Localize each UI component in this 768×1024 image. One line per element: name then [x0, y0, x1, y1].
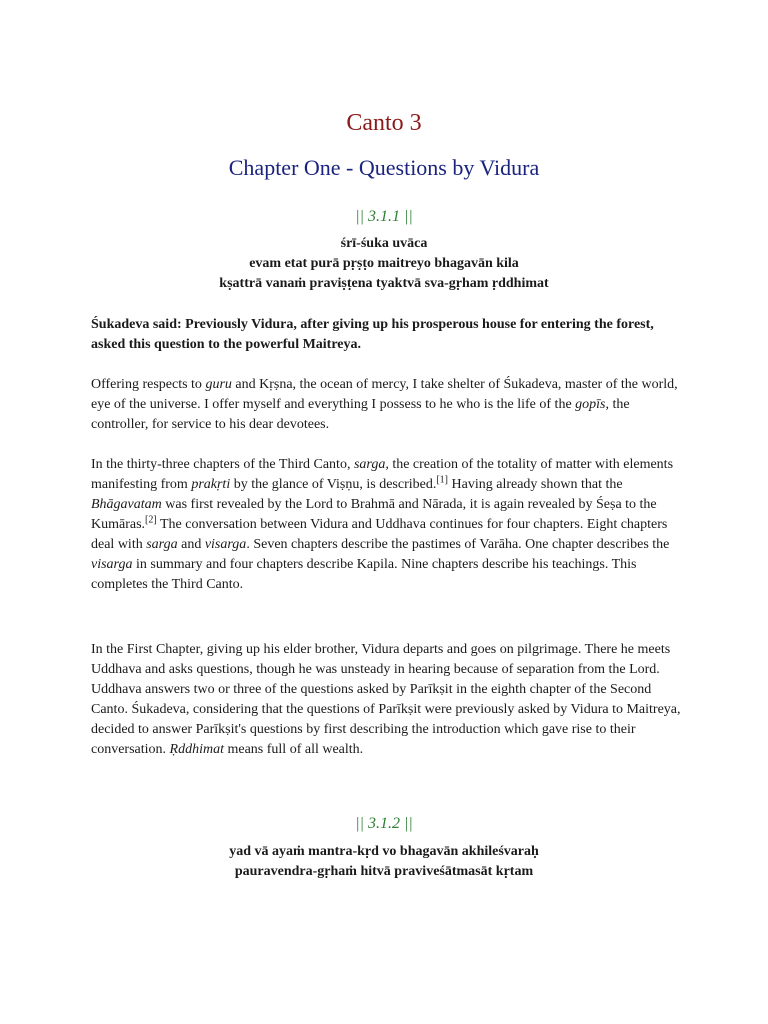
- verse-number: || 3.1.1 ||: [355, 208, 413, 225]
- commentary-paragraph: Offering respects to guru and Kṛṣna, the ocean of mercy, I take shelter of Śukadeva, master of the world, eye of the universe. I offer myself and everything I possess to he who is the life of the gopīs, the controller, for service to his dear devotees.: [91, 377, 678, 432]
- commentary-paragraph: In the First Chapter, giving up his elder brother, Vidura departs and goes on pilgrimage. There he meets Uddhava and asks questions, though he was unsteady in hearing because of separation from the Lord. Uddhava answers two or three of the questions asked by Parīkṣit in the eighth chapter of the Second Canto. Śukadeva, considering that the questions of Parīkṣit were previously asked by Vidura to Maitreya, decided to answer Parīkṣit's questions by first describing the introduction which gave rise to their conversation. Ṛddhimat means full of all wealth.: [91, 642, 681, 757]
- footnote-link[interactable]: [1]: [436, 474, 449, 486]
- chapter-title: Chapter One - Questions by Vidura: [228, 155, 540, 180]
- footnote-link[interactable]: [2]: [145, 514, 157, 526]
- verse-text: [0, 234, 768, 294]
- verse-line: pauravendra-gṛhaṁ hitvā praviveśātmasāt kṛtam: [234, 864, 534, 879]
- commentary-paragraph: In the thirty-three chapters of the Third Canto, sarga, the creation of the totality of matter with elements manifesting from prakṛti by the glance of Viṣṇu, is described.[1] Having already shown that the Bhāgavatam was first revealed by the Lord to Brahmā and Nārada, it is again revealed by Śeṣa to the Kumāras.[2] The conversation between Vidura and Uddhava continues for four chapters. Eight chapters deal with sarga and visarga. Seven chapters describe the pastimes of Varāha. One chapter describes the visarga in summary and four chapters describe Kapila. Nine chapters describe his teachings. This completes the Third Canto.: [91, 457, 674, 592]
- verse-translation: Śukadeva said: Previously Vidura, after giving up his prosperous house for entering the forest, asked this question to the powerful Maitreya.: [91, 317, 654, 352]
- verse-line: yad vā ayaṁ mantra-kṛd vo bhagavān akhileśvaraḥ: [229, 844, 539, 859]
- verse-number: || 3.1.2 ||: [355, 815, 413, 832]
- verse-text: [0, 842, 768, 882]
- canto-title: Canto 3: [346, 110, 422, 136]
- verse-line: śrī-śuka uvāca: [340, 236, 428, 251]
- verse-line: kṣattrā vanaṁ praviṣṭena tyaktvā sva-gṛham ṛddhimat: [219, 276, 549, 291]
- verse-line: evam etat purā pṛṣṭo maitreyo bhagavān kila: [249, 256, 519, 271]
